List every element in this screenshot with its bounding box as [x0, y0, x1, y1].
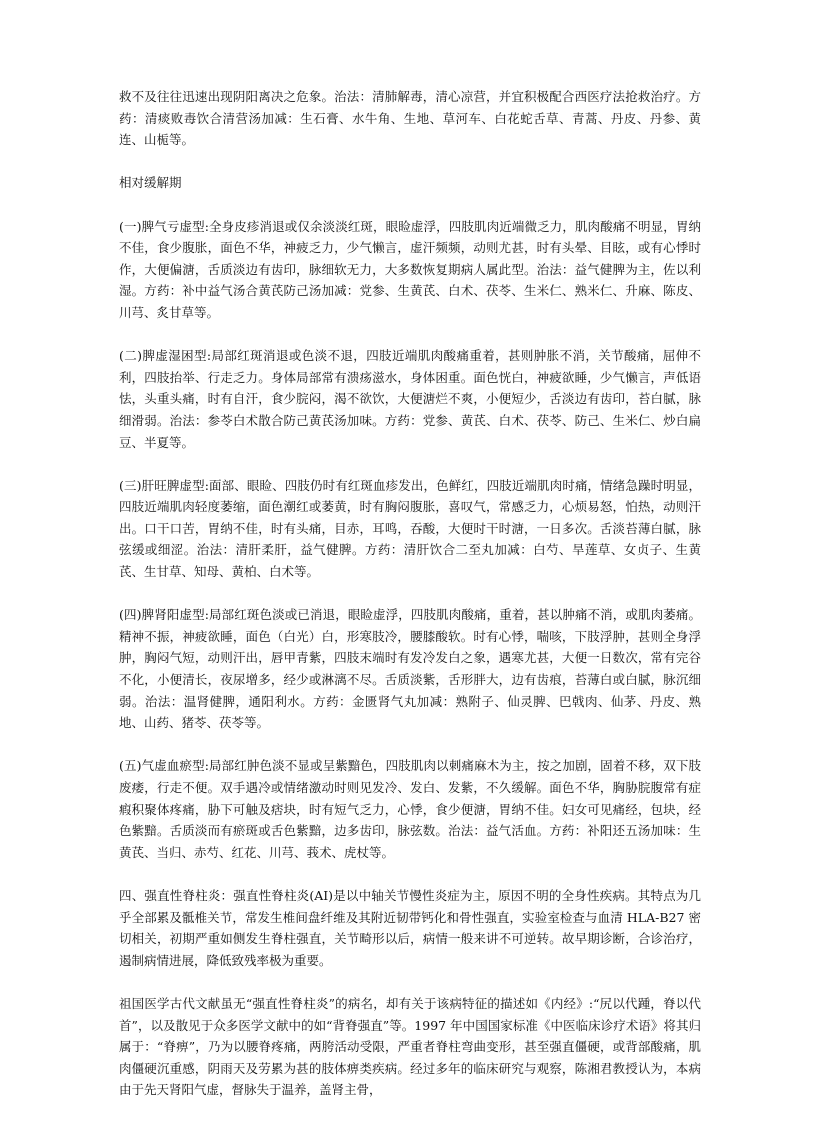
paragraph-type-4-spleen-kidney-yang: (四)脾肾阳虚型:局部红斑色淡或已消退，眼睑虚浮，四肢肌肉酸痛，重着，甚以肿痛不消，或肌肉萎痛。精神不振，神疲欲睡，面色（白光）白，形寒肢冷，腰膝酸软。时有心悸，喘咳，下肢浮肿，甚则全身浮肿，胸闷气短，动则汗出，唇甲青紫，四肢末端时有发冷发白之象，遇寒尤甚，大便一日数次，常有完谷不化，小便清长，夜尿增多，经少或淋漓不尽。舌质淡紫，舌形胖大，边有齿痕，苔薄白或白腻，脉沉细弱。治法：温肾健脾，通阳利水。方药：金匮肾气丸加减：熟附子、仙灵脾、巴戟肉、仙茅、丹皮、熟地、山药、猪苓、茯苓等。 [119, 607, 701, 731]
paragraph-tcm-literature: 祖国医学古代文献虽无“强直性脊柱炎”的病名，却有关于该病特征的描述如《内经》:“尻以代踵，脊以代首”，以及散见于众多医学文献中的如“背脊强直”等。1997 年中国国家标准《中医临床诊疗术语》将其归属于：“脊痹”，乃为以腰脊疼痛，两胯活动受限，严重者脊柱弯曲变形，甚至强直僵硬，或背部酸痛，肌肉僵硬沉重感，阴雨天及劳累为甚的肢体痹类疾病。经过多年的临床研究与观察，陈湘君教授认为，本病由于先天肾阳气虚，督脉失于温养，盖肾主骨， [119, 995, 701, 1098]
paragraph-type-1-spleen-qi-deficiency: (一)脾气亏虚型:全身皮疹消退或仅余淡淡红斑，眼睑虚浮，四肢肌肉近端微乏力，肌肉酸痛不明显，胃纳不佳，食少腹胀，面色不华，神疲乏力，少气懒言，虚汗频频，动则尤甚，时有头晕、目眩，或有心悸时作，大便偏溏，舌质淡边有齿印，脉细软无力，大多数恢复期病人属此型。治法：益气健脾为主，佐以利湿。方药：补中益气汤合黄芪防己汤加减：党参、生黄芪、白术、茯苓、生米仁、熟米仁、升麻、陈皮、川芎、炙甘草等。 [119, 218, 701, 320]
document-body [119, 86, 701, 1123]
paragraph-acute-treatment: 救不及往往迅速出现阴阳离决之危象。治法：清肺解毒，清心凉营，并宜积极配合西医疗法抢救治疗。方药：清痰败毒饮合清营汤加减：生石膏、水牛角、生地、草河车、白花蛇舌草、青蒿、丹皮、丹参、黄连、山栀等。 [119, 89, 701, 148]
section-heading-remission-phase: 相对缓解期 [119, 175, 182, 191]
paragraph-type-5-qi-blood-stasis: (五)气虚血瘀型:局部红肿色淡不显或呈紫黯色，四肢肌肉以刺痛麻木为主，按之加剧，固着不移，双下肢废痿，行走不便。双手遇冷或情绪激动时则见发冷、发白、发紫，不久缓解。面色不华，胸胁脘腹常有症瘕积聚体疼痛，胁下可触及痞块，时有短气乏力，心悸，食少便溏，胃纳不佳。妇女可见痛经，包块，经色紫黯。舌质淡而有瘀斑或舌色紫黯，边多齿印，脉弦数。治法：益气活血。方药：补阳还五汤加味：生黄芪、当归、赤芍、红花、川芎、莪术、虎杖等。 [119, 758, 701, 860]
paragraph-type-3-liver-spleen: (三)肝旺脾虚型:面部、眼睑、四肢仍时有红斑血疹发出，色鲜红，四肢近端肌肉时痛，情绪急躁时明显，四肢近端肌肉轻度萎缩，面色潮红或萎黄，时有胸闷腹胀，喜叹气，常感乏力，心烦易怒，怕热，动则汗出。口干口苦，胃纳不佳，时有头痛，目赤，耳鸣，吞酸，大便时干时溏，一日多次。舌淡苔薄白腻，脉弦缓或细涩。治法：清肝柔肝，益气健脾。方药：清肝饮合二至丸加减：白芍、旱莲草、女贞子、生黄芪、生甘草、知母、黄柏、白术等。 [119, 477, 701, 580]
paragraph-ankylosing-spondylitis: 四、强直性脊柱炎：强直性脊柱炎(AI)是以中轴关节慢性炎症为主，原因不明的全身性疾病。其特点为几乎全部累及骶椎关节，常发生椎间盘纤维及其附近韧带钙化和骨性强直，实验室检查与血清 HLA-B27 密切相关，初期严重如侧发生脊柱强直，关节畸形以后，病情一般来讲不可逆转。故早期诊断，合诊治疗，遏制病情进展，降低致残率极为重要。 [119, 887, 701, 968]
paragraph-type-2-spleen-damp: (二)脾虚湿困型:局部红斑消退或色淡不退，四肢近端肌肉酸痛重着，甚则肿胀不消，关节酸痛，屈伸不利，四肢抬举、行走乏力。身体局部常有溃疡滋水，身体困重。面色恍白，神疲欲睡，少气懒言，声低语怯，头重头痛，时有自汗，食少脘闷，渴不欲饮，大便溏烂不爽，小便短少，舌淡边有齿印，苔白腻，脉细滑弱。治法：参苓白术散合防己黄芪汤加味。方药：党参、黄芪、白术、茯苓、防己、生米仁、炒白扁豆、半夏等。 [119, 348, 701, 450]
